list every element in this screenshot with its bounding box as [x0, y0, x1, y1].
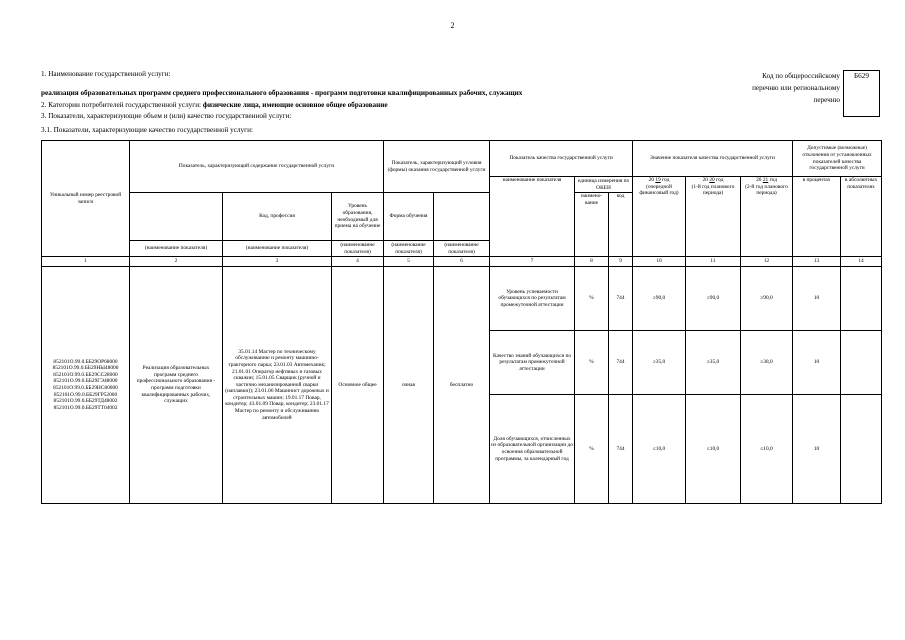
unit-code: 744 [609, 331, 633, 395]
service-name-value: реализация образовательных программ среднего профессионального образования - программ подготовки квалифицированных рабочих, служащих [41, 89, 523, 97]
col-num: 2 [130, 257, 223, 267]
unit-code: 744 [609, 395, 633, 504]
profession-list: 35.01.14 Мастер по техническому обслуживанию и ремонту машинно-тракторного парка; 23.01.03 Автомеханик; 21.01.01 Оператор нефтяных и газовых скважин; 15.01.05 Сварщик (ручной и частично механизированной сварки (наплавки)); 23.01.06 Машинист дорожных и строительных машин; 19.01.17 Повар, кондитер; 43.01.09 Повар, кондитер; 23.01.17 Мастер по ремонту и обслуживанию автомобилей [223, 267, 332, 504]
header-year-2: 20 20 год (1-й год планового периода) [686, 177, 741, 257]
col-num: 5 [384, 257, 434, 267]
col-num: 7 [490, 257, 575, 267]
col-num: 8 [575, 257, 609, 267]
unit-code: 744 [609, 267, 633, 331]
deviation-percent: 10 [793, 267, 841, 331]
okud-line-3: перечню [813, 96, 840, 104]
param-name-1: (наименование показателя) [130, 241, 223, 257]
okud-code-box: Б629 [843, 70, 880, 117]
col-num: 3 [223, 257, 332, 267]
value-year-1: ≤10,0 [633, 395, 686, 504]
header-quality: Показатель качества государственной услуги [490, 141, 633, 177]
col-num: 14 [841, 257, 882, 267]
col-num: 9 [609, 257, 633, 267]
unit-name: % [575, 331, 609, 395]
param-name-4: (наименование показателя) [384, 241, 434, 257]
header-unit: единица измерения по ОКЕИ [575, 177, 633, 193]
header-education-level: Уровень образования, необходимый для приема на обучение [332, 193, 384, 241]
unit-name: % [575, 395, 609, 504]
okud-label [680, 70, 840, 106]
header-deviation: Допустимые (возможные) отклонения от установленных показателей качества государственной услуги [793, 141, 882, 177]
value-year-2: ≤10,0 [686, 395, 741, 504]
deviation-absolute [841, 395, 882, 504]
education-level: Основное общее [332, 267, 384, 504]
col-num: 10 [633, 257, 686, 267]
col-num: 4 [332, 257, 384, 267]
column-numbers-row [42, 257, 882, 267]
uid-list: 852101О.99.0.ББ29ОР68000 852101О.99.0.ББ29НЫ48000 852101О.99.0.ББ29СС28000 852101О.99.0.ББ29ГЭ48000 852101О.99.0.ББ29НС80000 852101О.99.0.ББ29ГР52000 852101О.99.0.ББ29ТД48002 852101О.99.0.ББ29ТТ04002 [42, 267, 130, 504]
indicator-name: Уровень успеваемости обучающихся по результатам промежуточной аттестации [490, 267, 575, 331]
deviation-absolute [841, 331, 882, 395]
payment-basis: бесплатно [434, 267, 490, 504]
value-year-3: ≥38,0 [741, 331, 793, 395]
unit-name: % [575, 267, 609, 331]
col-num: 12 [741, 257, 793, 267]
col-num: 11 [686, 257, 741, 267]
quality-indicators-table [41, 140, 882, 504]
col-num: 6 [434, 257, 490, 267]
deviation-percent: 10 [793, 331, 841, 395]
value-year-1: ≥35,0 [633, 331, 686, 395]
consumer-category [41, 101, 388, 109]
value-year-2: ≥35,0 [686, 331, 741, 395]
service-name-label: 1. Наименование государственной услуги: [41, 70, 171, 78]
consumer-category-value: физические лица, имеющие основное общее образование [202, 101, 388, 109]
header-study-form: Форма обучения [384, 193, 434, 241]
param-name-3: (наименование показателя) [332, 241, 384, 257]
okud-line-1: Код по общероссийскому [762, 72, 840, 80]
indicator-name: Качество знаний обучающихся по результатам промежуточной аттестации [490, 331, 575, 395]
indicators-heading: 3. Показатели, характеризующие объем и (или) качество государственной услуги: [41, 112, 292, 120]
header-year-3: 20 21 год (2-й год планового периода) [741, 177, 793, 257]
header-indicator-name: наименование показателя [490, 177, 575, 257]
program-name: Реализация образовательных программ среднего профессионального образования - программ подготовки квалифицированных рабочих, служащих [130, 267, 223, 504]
header-code-profession: Код, профессия [223, 193, 332, 241]
header-uid: Уникальный номер реестровой записи [42, 141, 130, 257]
header-unit-code: код [609, 193, 633, 257]
indicator-name: Доля обучающихся, отчисленных из образовательной организации до освоения образовательной программы, за календарный год [490, 395, 575, 504]
header-absolute: в абсолютных показателях [841, 177, 882, 257]
col-num: 13 [793, 257, 841, 267]
value-year-3: ≤10,0 [741, 395, 793, 504]
page-number: 2 [450, 21, 455, 30]
consumer-category-label: 2. Категории потребителей государственной услуги: [41, 101, 202, 109]
header-conditions: Показатель, характеризующий условия (формы) оказания государственной услуги [384, 141, 490, 193]
header-unit-name: наимено-вание [575, 193, 609, 257]
header-empty-2 [434, 193, 490, 241]
header-content: Показатель, характеризующий содержание государственной услуги [130, 141, 384, 193]
header-values: Значение показателя качества государственной услуги [633, 141, 793, 177]
header-percent: в процентах [793, 177, 841, 257]
quality-indicators-heading: 3.1. Показатели, характеризующие качество государственной услуги: [41, 126, 253, 134]
value-year-3: ≥90,0 [741, 267, 793, 331]
param-name-5: (наименование показателя) [434, 241, 490, 257]
header-empty-1 [130, 193, 223, 241]
table-row [42, 267, 882, 331]
study-form: очная [384, 267, 434, 504]
deviation-percent: 10 [793, 395, 841, 504]
value-year-1: ≥90,0 [633, 267, 686, 331]
col-num: 1 [42, 257, 130, 267]
header-year-1: 20 19 год (очередной финансовый год) [633, 177, 686, 257]
okud-line-2: перечню или региональному [752, 84, 840, 92]
value-year-2: ≥90,0 [686, 267, 741, 331]
deviation-absolute [841, 267, 882, 331]
param-name-2: (наименование показателя) [223, 241, 332, 257]
